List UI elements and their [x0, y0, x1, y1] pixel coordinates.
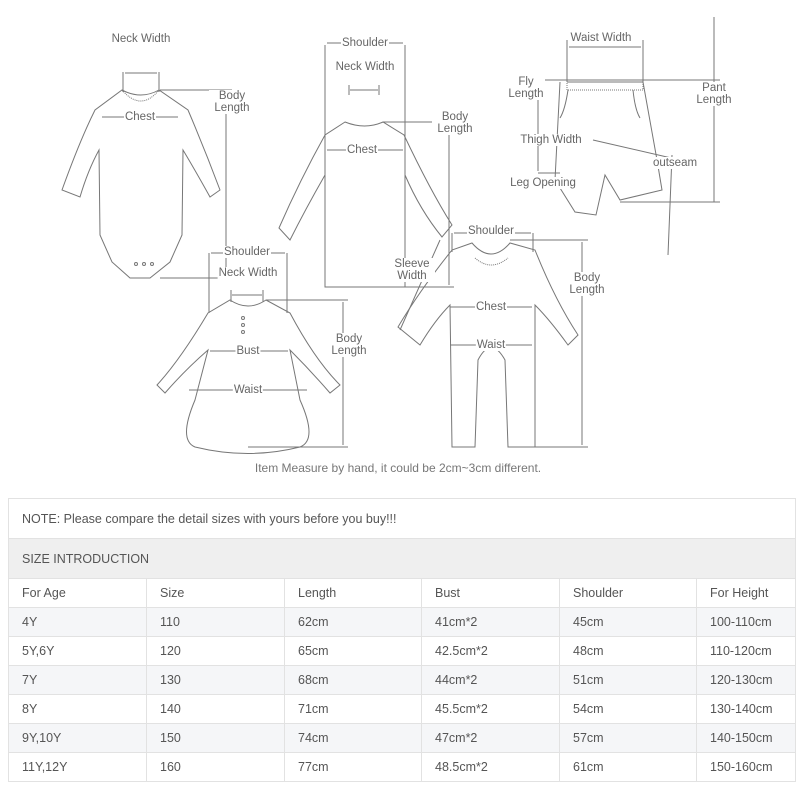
- table-cell: 140-150cm: [697, 724, 796, 753]
- romper-chest-label: Chest: [475, 301, 507, 313]
- shirt-shoulder-label: Shoulder: [341, 37, 389, 49]
- table-cell: 41cm*2: [422, 608, 560, 637]
- dress-shoulder-label: Shoulder: [223, 246, 271, 258]
- pants-thigh-width-label: Thigh Width: [520, 134, 582, 146]
- table-cell: 160: [147, 753, 285, 782]
- table-row: [9, 637, 796, 666]
- table-cell: 7Y: [9, 666, 147, 695]
- pants-pant-length-label: Pant Length: [691, 82, 737, 106]
- dress-body-length-label: Body Length: [326, 333, 372, 357]
- table-cell: 130-140cm: [697, 695, 796, 724]
- table-cell: 51cm: [560, 666, 697, 695]
- column-header: For Height: [697, 579, 796, 608]
- note-text: NOTE: Please compare the detail sizes with yours before you buy!!!: [9, 499, 796, 539]
- table-cell: 110: [147, 608, 285, 637]
- table-row: [9, 695, 796, 724]
- table-cell: 5Y,6Y: [9, 637, 147, 666]
- measurement-footnote: Item Measure by hand, it could be 2cm~3cm different.: [254, 461, 542, 475]
- table-cell: 61cm: [560, 753, 697, 782]
- dress-waist-label: Waist: [233, 384, 263, 396]
- pants-leg-opening-label: Leg Opening: [510, 177, 576, 189]
- bodysuit-drawing: [62, 72, 232, 278]
- romper-shoulder-label: Shoulder: [467, 225, 515, 237]
- table-cell: 42.5cm*2: [422, 637, 560, 666]
- table-cell: 100-110cm: [697, 608, 796, 637]
- table-cell: 48.5cm*2: [422, 753, 560, 782]
- table-cell: 71cm: [285, 695, 422, 724]
- romper-sleeve-width-label: Sleeve Width: [389, 258, 435, 282]
- shirt-drawing: [279, 43, 454, 287]
- table-cell: 4Y: [9, 608, 147, 637]
- table-cell: 11Y,12Y: [9, 753, 147, 782]
- shirt-body-length-label: Body Length: [432, 111, 478, 135]
- table-cell: 57cm: [560, 724, 697, 753]
- column-header: Shoulder: [560, 579, 697, 608]
- table-cell: 65cm: [285, 637, 422, 666]
- pants-waist-width-label: Waist Width: [570, 32, 632, 44]
- dress-bust-label: Bust: [236, 345, 260, 357]
- table-cell: 68cm: [285, 666, 422, 695]
- table-cell: 45.5cm*2: [422, 695, 560, 724]
- table-cell: 120: [147, 637, 285, 666]
- column-header: For Age: [9, 579, 147, 608]
- shirt-neck-width-label: Neck Width: [335, 61, 395, 73]
- table-cell: 62cm: [285, 608, 422, 637]
- shirt-chest-label: Chest: [346, 144, 378, 156]
- table-cell: 47cm*2: [422, 724, 560, 753]
- table-cell: 120-130cm: [697, 666, 796, 695]
- bodysuit-chest-label: Chest: [124, 111, 156, 123]
- pants-fly-length-label: Fly Length: [508, 76, 544, 100]
- table-cell: 9Y,10Y: [9, 724, 147, 753]
- section-title: SIZE INTRODUCTION: [9, 539, 796, 579]
- bodysuit-neck-width-label: Neck Width: [111, 33, 171, 45]
- table-row: [9, 753, 796, 782]
- table-cell: 8Y: [9, 695, 147, 724]
- romper-waist-label: Waist: [476, 339, 506, 351]
- table-cell: 54cm: [560, 695, 697, 724]
- column-header: Bust: [422, 579, 560, 608]
- table-cell: 110-120cm: [697, 637, 796, 666]
- bodysuit-body-length-label: Body Length: [209, 90, 255, 114]
- dress-neck-width-label: Neck Width: [218, 267, 278, 279]
- column-header: Length: [285, 579, 422, 608]
- table-header-row: [9, 579, 796, 608]
- table-cell: 150: [147, 724, 285, 753]
- table-cell: 140: [147, 695, 285, 724]
- table-cell: 77cm: [285, 753, 422, 782]
- table-row: [9, 724, 796, 753]
- table-cell: 44cm*2: [422, 666, 560, 695]
- size-table: [8, 498, 796, 782]
- table-cell: 48cm: [560, 637, 697, 666]
- romper-body-length-label: Body Length: [564, 272, 610, 296]
- table-row: [9, 608, 796, 637]
- table-row: [9, 666, 796, 695]
- table-cell: 150-160cm: [697, 753, 796, 782]
- table-cell: 74cm: [285, 724, 422, 753]
- table-cell: 45cm: [560, 608, 697, 637]
- pants-outseam-label: outseam: [652, 157, 698, 169]
- table-cell: 130: [147, 666, 285, 695]
- column-header: Size: [147, 579, 285, 608]
